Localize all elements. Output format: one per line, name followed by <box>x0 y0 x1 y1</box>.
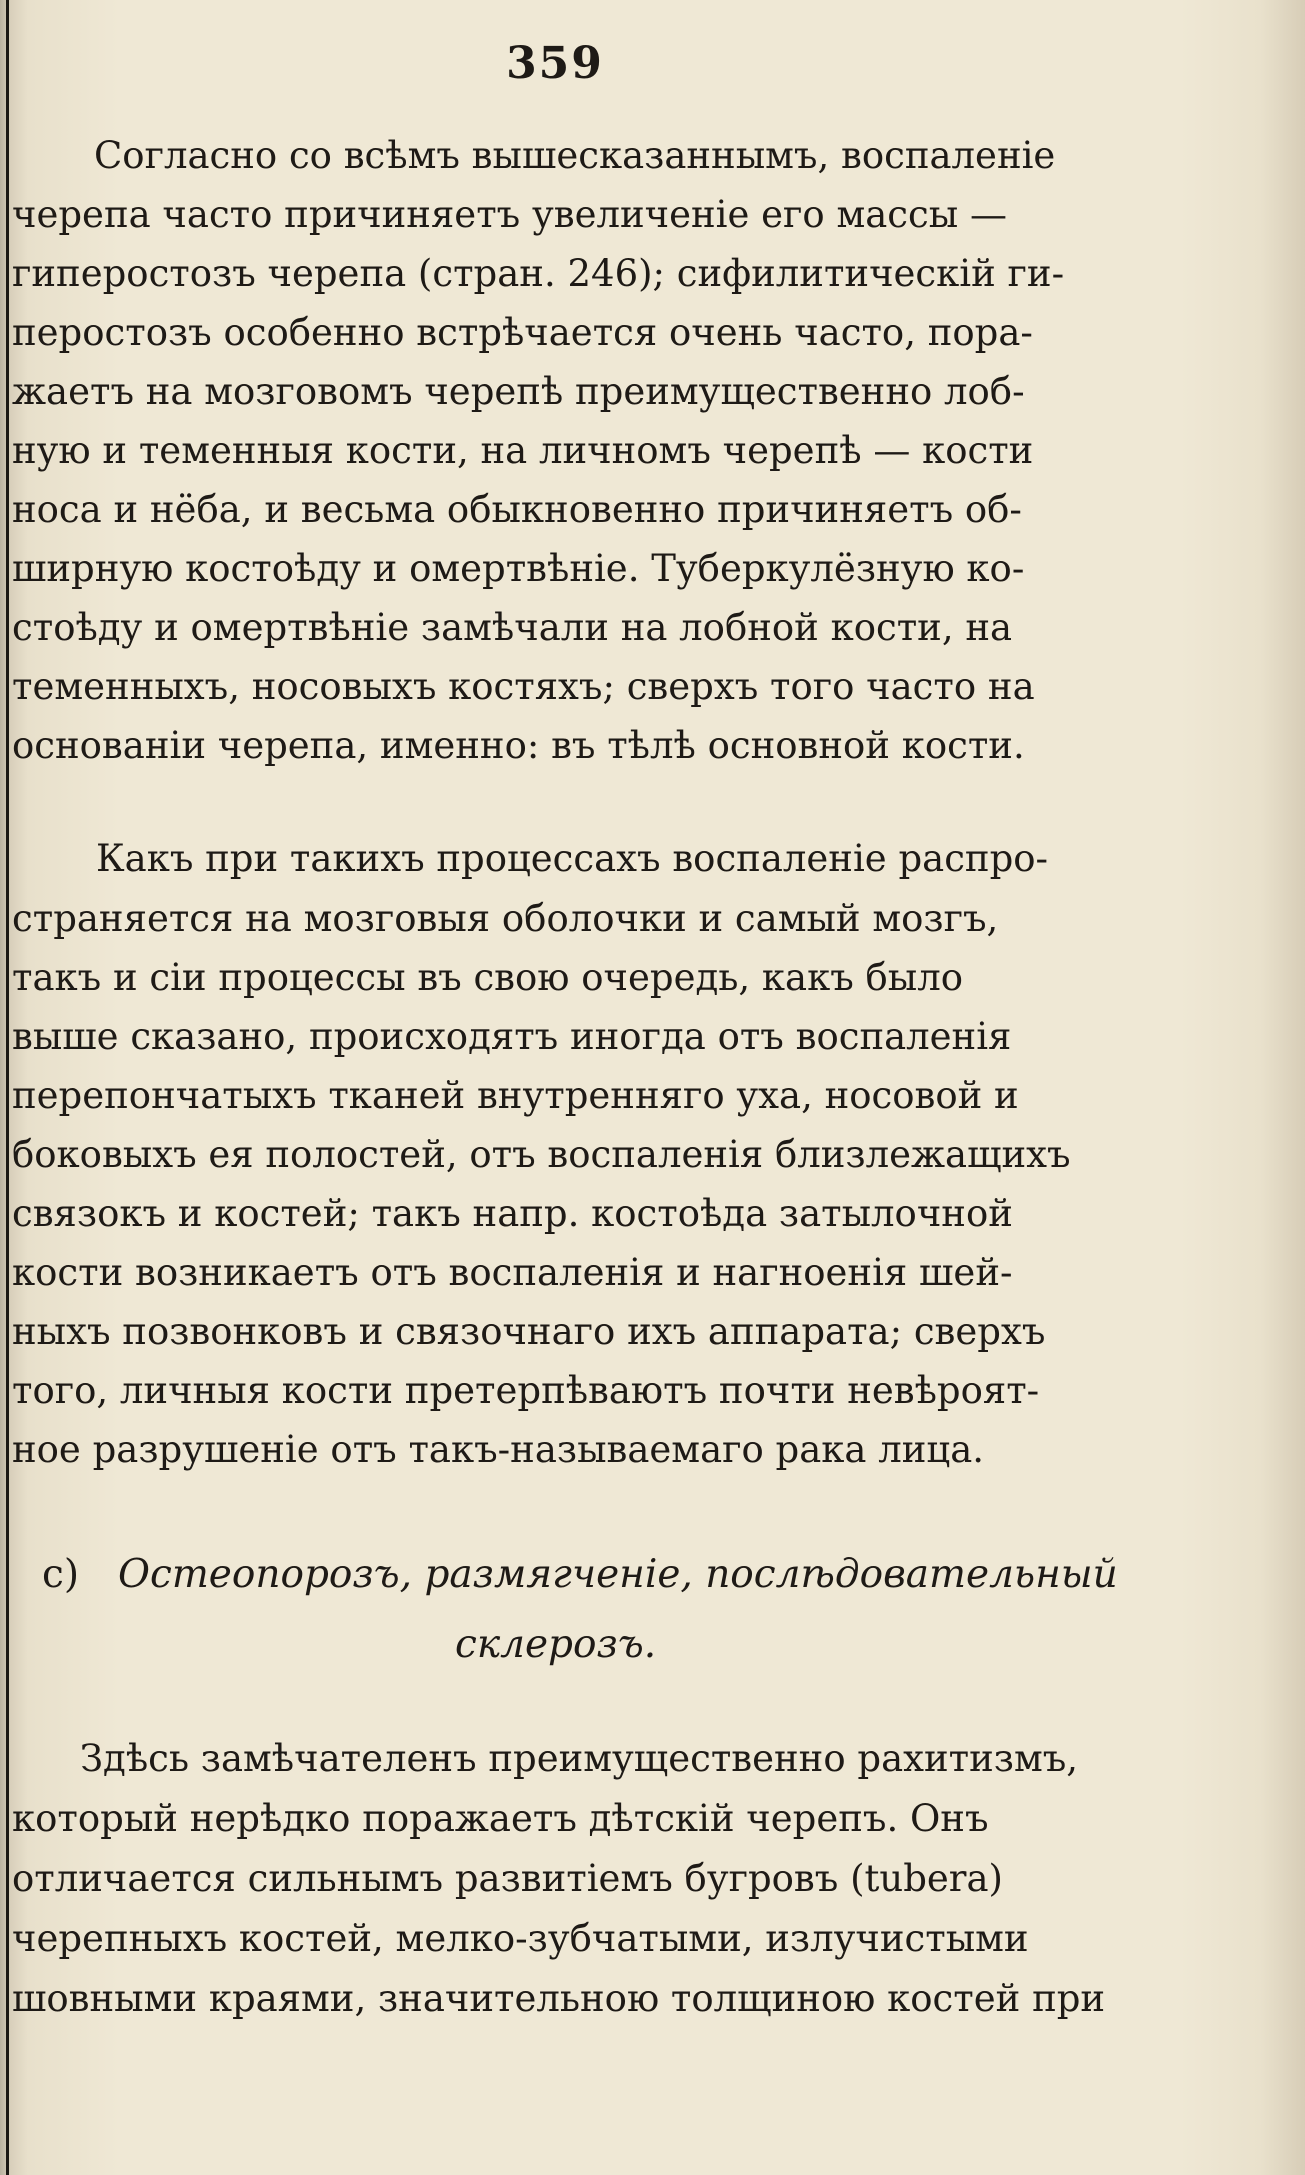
text-line: Здѣсь замѣчателенъ преимущественно рахитизмъ, <box>80 1737 1079 1780</box>
section-title-line-1: Остеопорозъ, размягченіе, послѣдовательный <box>118 1552 1118 1597</box>
text-line: такъ и сіи процессы въ свою очередь, какъ было <box>12 956 964 999</box>
section-title-line-2: склерозъ. <box>455 1622 657 1667</box>
text-line: связокъ и костей; такъ напр. костоѣда затылочной <box>12 1192 1013 1235</box>
text-line: черепа часто причиняетъ увеличеніе его массы — <box>12 193 1007 236</box>
text-line: ныхъ позвонковъ и связочнаго ихъ аппарата; сверхъ <box>12 1310 1046 1353</box>
text-line: перепончатыхъ тканей внутренняго уха, носовой и <box>12 1074 1019 1117</box>
text-line: ное разрушеніе отъ такъ-называемаго рака лица. <box>12 1428 985 1471</box>
text-line: страняется на мозговыя оболочки и самый мозгъ, <box>12 897 999 940</box>
text-line: жаетъ на мозговомъ черепѣ преимущественно лоб- <box>12 370 1025 413</box>
text-line: шовными краями, значительною толщиною костей при <box>12 1977 1106 2020</box>
text-line: выше сказано, происходятъ иногда отъ воспаленія <box>12 1015 1012 1058</box>
text-line: гиперостозъ черепа (стран. 246); сифилитическій ги- <box>12 252 1065 295</box>
section-marker: c) <box>42 1552 80 1597</box>
text-line: отличается сильнымъ развитіемъ бугровъ (tubera) <box>12 1857 1003 1900</box>
text-line: стоѣду и омертвѣніе замѣчали на лобной кости, на <box>12 606 1013 649</box>
binding-edge <box>6 0 9 2175</box>
text-line: основаніи черепа, именно: въ тѣлѣ основной кости. <box>12 724 1025 767</box>
text-line: кости возникаетъ отъ воспаленія и нагноенія шей- <box>12 1251 1013 1294</box>
text-line: Какъ при такихъ процессахъ воспаленіе распро- <box>96 837 1049 880</box>
text-line: того, личныя кости претерпѣваютъ почти невѣроят- <box>12 1369 1040 1412</box>
text-line: черепныхъ костей, мелко-зубчатыми, излучистыми <box>12 1917 1029 1960</box>
text-line: перостозъ особенно встрѣчается очень часто, пора- <box>12 311 1033 354</box>
text-line: ную и теменныя кости, на личномъ черепѣ — кости <box>12 429 1034 472</box>
page-number: 359 <box>506 38 604 89</box>
text-line: боковыхъ ея полостей, отъ воспаленія близлежащихъ <box>12 1133 1071 1176</box>
text-line: ширную костоѣду и омертвѣніе. Туберкулёзную ко- <box>12 547 1025 590</box>
text-line: Согласно со всѣмъ вышесказаннымъ, воспаленіе <box>94 134 1056 177</box>
text-line: который нерѣдко поражаетъ дѣтскій черепъ. Онъ <box>12 1797 989 1840</box>
text-line: носа и нёба, и весьма обыкновенно причиняетъ об- <box>12 488 1022 531</box>
text-line: теменныхъ, носовыхъ костяхъ; сверхъ того часто на <box>12 665 1035 708</box>
